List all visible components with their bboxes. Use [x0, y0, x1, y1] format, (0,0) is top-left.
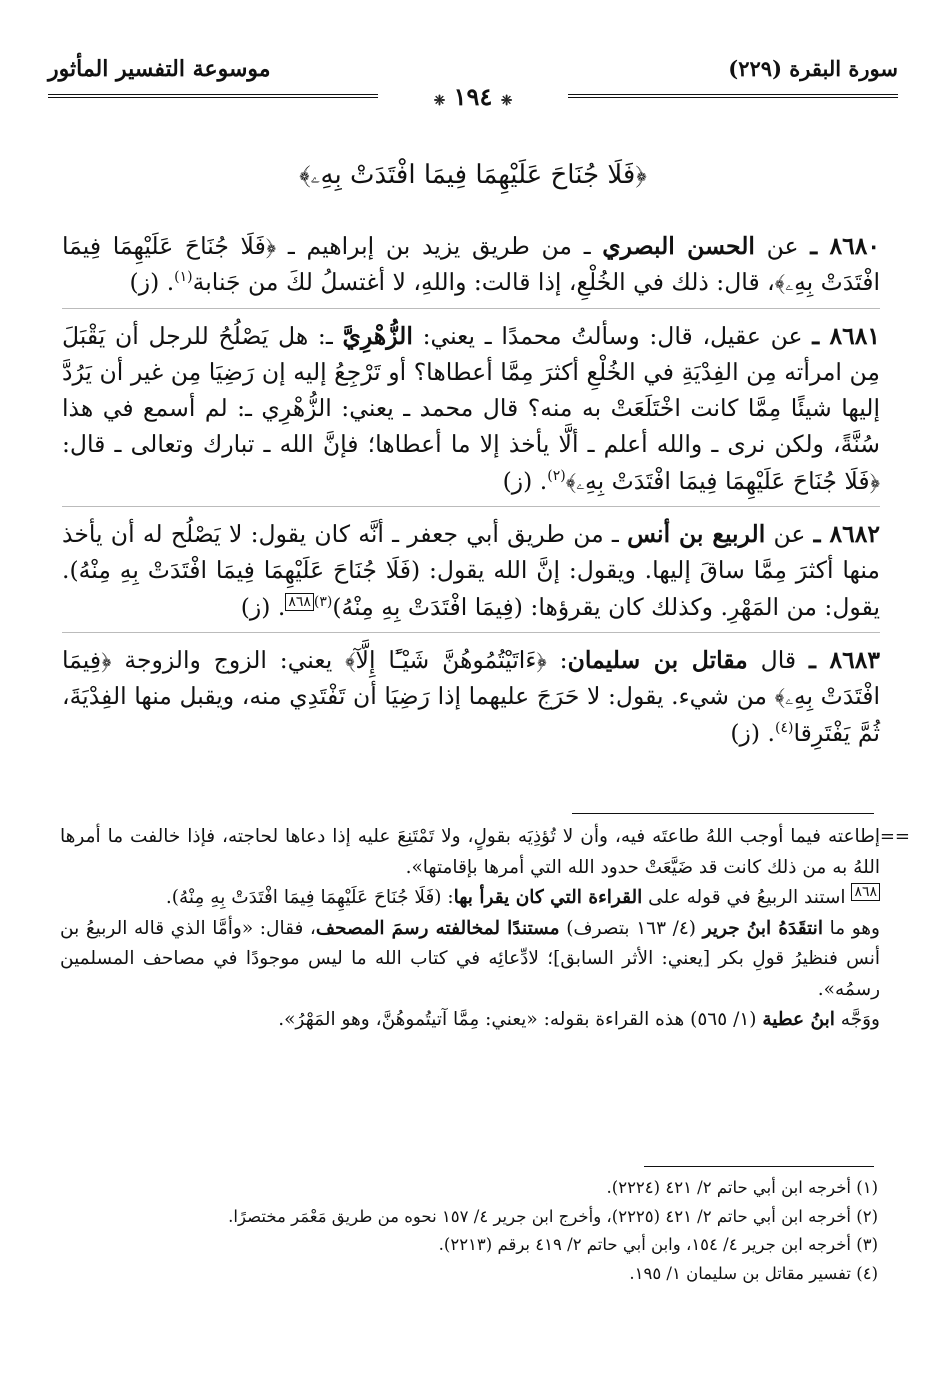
narration-8680	[62, 228, 880, 301]
page-header	[48, 56, 898, 111]
narration-text: : ﴿ءَاتَيْتُمُوهُنَّ شَيْـًٔا إِلَّآ﴾ يعني: الزوج والزوجة ﴿فِيمَا افْتَدَتْ بِهِۦ﴾ من شيء. يقول: لا حَرَجَ عليهما إذا رَضِيَا أن تَفْتَدِي منه، ويقبل منها الفِدْيَةَ، ثُمَّ يَفْتَرِقا	[62, 645, 880, 747]
narrator-name: الربيع بن أنس	[627, 520, 766, 549]
divider	[62, 506, 880, 507]
narration-end: . (ز)	[730, 718, 775, 747]
note-text: ووَجَّه	[834, 1009, 880, 1031]
narrator-name: الحسن البصري	[602, 232, 755, 260]
note-text: : (فَلَا جُنَاحَ عَلَيْهِمَا فِيمَا افْتَدَتْ بِهِ مِنْهُ).	[165, 887, 454, 909]
verse-heading: ﴿فَلَا جُنَاحَ عَلَيْهِمَا فِيمَا افْتَدَتْ بِهِۦ﴾	[299, 160, 647, 190]
commentary-ref-box[interactable]: ٨٦٨	[285, 593, 314, 611]
footnote-ref[interactable]: (٤)	[775, 719, 794, 736]
narration-text: قال	[747, 645, 809, 674]
note-bold-text: مستندًا لمخالفته رسمَ المصحف	[315, 917, 560, 939]
page-number-block	[418, 82, 528, 111]
narration-number: ٨٦٨٠ ـ	[810, 232, 880, 260]
footnote-ref[interactable]: (٢)	[547, 467, 566, 484]
note-bold-text: انتقَدَهُ ابنُ جرير	[702, 917, 823, 939]
page-number: ١٩٤	[453, 82, 493, 111]
note-text: وهو ما	[822, 917, 880, 939]
divider	[62, 632, 880, 633]
narration-text: عن عقيل، قال: وسألتُ محمدًا ـ يعني:	[412, 321, 813, 350]
note-bold-text: القراءة التي كان يقرأ بها	[453, 887, 643, 909]
footnote-ref[interactable]: (١)	[174, 269, 193, 286]
narration-number: ٨٦٨١ ـ	[812, 321, 880, 350]
note-paragraph	[60, 1005, 880, 1036]
narration-text: ـ من طريق يزيد بن إبراهيم ـ ﴿فَلَا جُنَاحَ عَلَيْهِمَا فِيمَا افْتَدَتْ بِهِۦ﴾، قال: ذلك في الخُلْعِ، إذا قالت: واللهِ، لا أغتسلُ لكَ من جَنابة	[62, 232, 880, 297]
note-paragraph	[60, 883, 880, 914]
notes-separator	[572, 813, 874, 814]
commentary-number-box: ٨٦٨	[851, 883, 880, 901]
commentary-notes	[60, 822, 910, 1036]
note-paragraph	[60, 914, 880, 1006]
narration-8681	[62, 318, 880, 499]
surah-title: سورة البقرة (٢٢٩)	[728, 56, 898, 81]
header-rule-left	[48, 94, 378, 98]
narration-text: عن	[765, 520, 814, 549]
narrator-name: مقاتل بن سليمان	[567, 645, 748, 674]
note-text: استند الربيعُ في قوله على	[642, 887, 852, 909]
footnote-ref[interactable]: (٣)	[313, 593, 333, 610]
note-text: ، فقال: «وأمَّا الذي قاله الربيعُ بن أنس فنظيرُ قولِ بكر [يعني: الأثر السابق]؛ لادِّعائِه في كتاب الله ما ليس موجودًا في مصاحف المسلمين رسمُه».	[60, 917, 880, 1000]
book-title: موسوعة التفسير المأثور	[48, 56, 271, 82]
note-bold-text: ابنُ عطية	[762, 1009, 835, 1031]
note-paragraph: إطاعته فيما أوجب اللهُ طاعتَه فيه، وأن لا تُؤذِيَه بقولٍ، ولا تَمْتَنِعَ عليه إذا دعاها لحاجته، فإذا خالفت ما أمرها اللهُ به من ذلك كانت قد ضَيَّعَتْ حدود الله التي أمرها بإقامتها».	[60, 826, 880, 878]
narration-text: عن	[754, 232, 811, 260]
footnote-2: (٢) أخرجه ابن أبي حاتم ٢/ ٤٢١ (٢٢٢٥)، وأخرج ابن جرير ٤/ ١٥٧ نحوه من طريق مَعْمَر مختصرًا.	[228, 1206, 878, 1226]
header-rule-right	[568, 94, 898, 98]
ornament-icon: ❈	[433, 93, 446, 109]
note-text: (١/ ٥٦٥) هذه القراءة بقوله: «يعني: مِمَّا آتيتُموهُنَّ، وهو المَهْرُ».	[278, 1009, 763, 1031]
main-text	[62, 228, 880, 751]
ornament-icon: ❈	[500, 93, 513, 109]
narration-end: . (ز)	[240, 592, 286, 621]
divider	[62, 308, 880, 309]
continuation-mark: ==	[879, 826, 910, 847]
narration-text: ـ من طريق أبي جعفر ـ أنَّه كان يقول: لا يَصْلُح له أن يأخذ منها أكثرَ مِمَّا ساقَ إليها. ويقول: إنَّ الله يقول: (فَلَا جُنَاحَ عَلَيْهِمَا فِيمَا افْتَدَتْ بِهِ مِنْهُ). يقول: من المَهْرِ. وكذلك كان يقرؤها: (فِيمَا افْتَدَتْ بِهِ مِنْهُ)	[62, 520, 880, 621]
narration-8683	[62, 642, 880, 751]
narrator-name: الزُّهْرِيَّ	[342, 321, 413, 350]
narration-text: ـ: هل يَصْلُحُ للرجل أن يَقْبَلَ مِن امرأته مِن الفِدْيَةِ في الخُلْعِ أكثرَ مِمَّا أعطاها؟ أو تَرْجِعُ إليه إن رَضِيَا مِن غير أن يَرُدَّ إليها شيئًا مِمَّا كانت اخْتَلَعَتْ به منه؟ قال محمد ـ يعني: الزُّهْرِي ـ: لم أسمع في هذا سُنَّةً، ولكن نرى ـ والله أعلم ـ ألَّا يأخذ إلا ما أعطاها؛ فإنَّ الله ـ تبارك وتعالى ـ قال: ﴿فَلَا جُنَاحَ عَلَيْهِمَا فِيمَا افْتَدَتْ بِهِۦ﴾	[62, 321, 880, 495]
footnotes	[78, 1174, 878, 1288]
narration-number: ٨٦٨٣ ـ	[809, 645, 880, 674]
narration-end: . (ز)	[129, 268, 175, 297]
footnote-1: (١) أخرجه ابن أبي حاتم ٢/ ٤٢١ (٢٢٢٤).	[606, 1178, 878, 1197]
narration-8682	[62, 516, 880, 625]
note-text: (٤/ ١٦٣ بتصرف)	[559, 917, 703, 939]
footnote-4: (٤) تفسير مقاتل بن سليمان ١/ ١٩٥.	[629, 1263, 878, 1283]
narration-end: . (ز)	[502, 466, 548, 495]
footnotes-separator	[644, 1166, 874, 1167]
narration-number: ٨٦٨٢ ـ	[813, 520, 880, 549]
footnote-3: (٣) أخرجه ابن جرير ٤/ ١٥٤، وابن أبي حاتم ٢/ ٤١٩ برقم (٢٢١٣).	[438, 1235, 878, 1255]
